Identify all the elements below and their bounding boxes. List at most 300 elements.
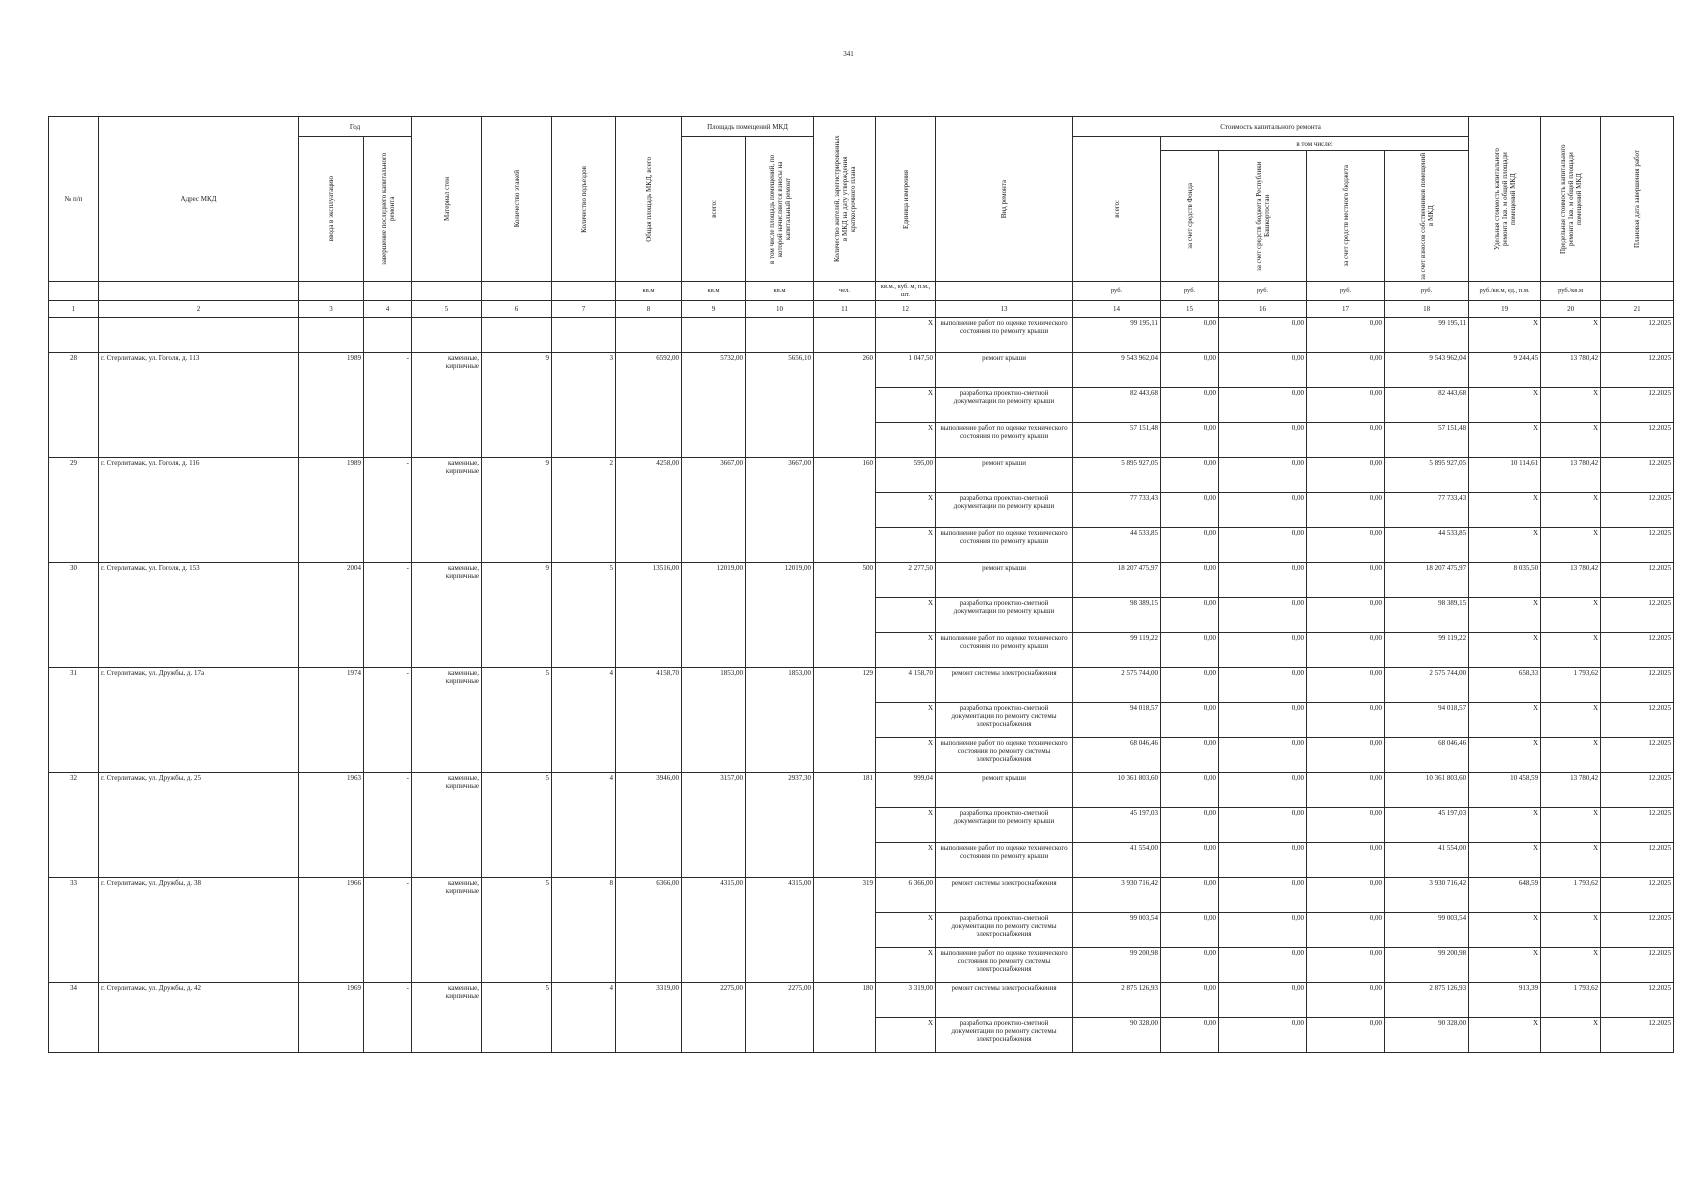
cell-local: 0,00 [1307, 388, 1385, 423]
cell-unit-cost: X [1469, 703, 1541, 738]
col-year-group: Год [299, 117, 412, 137]
cell-work: ремонт системы электроснабжения [936, 668, 1073, 703]
cell-total: 5 895 927,05 [1073, 458, 1161, 493]
cell-address: г. Стерлитамак, ул. Дружбы, д. 17а [99, 668, 299, 773]
cell-area: 13516,00 [616, 563, 682, 668]
cell-rb: 0,00 [1219, 318, 1307, 353]
cell-max-cost: X [1541, 913, 1601, 948]
cell-deadline: 12.2025 [1601, 773, 1674, 808]
cell-max-cost: X [1541, 738, 1601, 773]
cell-last-repair: - [364, 353, 412, 458]
cell-deadline: 12.2025 [1601, 948, 1674, 983]
unit-cell: чел. [814, 282, 876, 301]
cell-year: 1989 [299, 353, 364, 458]
col-index-cell: 13 [936, 301, 1073, 318]
cell-total: 2 875 126,93 [1073, 983, 1161, 1018]
cell-address: г. Стерлитамак, ул. Гоголя, д. 116 [99, 458, 299, 563]
col-index-cell: 1 [49, 301, 99, 318]
cell-work: выполнение работ по оценке технического состояния по ремонту системы электроснабжения [936, 948, 1073, 983]
table-row [49, 983, 1674, 1018]
table-row [49, 458, 1674, 493]
cell-num: 34 [49, 983, 99, 1053]
cell-max-cost: X [1541, 423, 1601, 458]
cell-work: выполнение работ по оценке технического состояния по ремонту крыши [936, 318, 1073, 353]
col-address: Адрес МКД [99, 117, 299, 282]
col-index-cell: 18 [1385, 301, 1469, 318]
col-total-area: Общая площадь МКД, всего [616, 117, 682, 282]
cell-fund: 0,00 [1161, 528, 1219, 563]
col-index-cell: 11 [814, 301, 876, 318]
cell-total: 3 930 716,42 [1073, 878, 1161, 913]
page-number: 341 [843, 50, 854, 58]
table-row [49, 668, 1674, 703]
cell-deadline: 12.2025 [1601, 843, 1674, 878]
cell-deadline: 12.2025 [1601, 493, 1674, 528]
cell-fund: 0,00 [1161, 913, 1219, 948]
cell-local: 0,00 [1307, 738, 1385, 773]
cell-deadline: 12.2025 [1601, 458, 1674, 493]
col-premises-fee: в том числе площадь помещений, по которой начисляются взносы на капитальный ремонт [746, 137, 814, 282]
cell-deadline: 12.2025 [1601, 983, 1674, 1018]
unit-cell [99, 282, 299, 301]
cell-total: 99 200,98 [1073, 948, 1161, 983]
cell-rb: 0,00 [1219, 458, 1307, 493]
cell-address: г. Стерлитамак, ул. Дружбы, д. 42 [99, 983, 299, 1053]
unit-cell: руб./кв.м [1541, 282, 1601, 301]
col-cost-fund: за счет средств Фонда [1161, 151, 1219, 282]
cell-area: 6366,00 [616, 878, 682, 983]
cell-prem-total: 5732,00 [682, 353, 746, 458]
cell-max-cost: X [1541, 598, 1601, 633]
cell-local: 0,00 [1307, 773, 1385, 808]
cell-entrances: 5 [552, 563, 616, 668]
cell-rb: 0,00 [1219, 423, 1307, 458]
col-index-cell: 19 [1469, 301, 1541, 318]
col-max-cost: Предельная стоимость капитального ремонта 1кв. м общей площади помещений МКД [1541, 117, 1601, 282]
cell-total: 57 151,48 [1073, 423, 1161, 458]
cell-max-cost: 13 780,42 [1541, 458, 1601, 493]
cell-material: каменные, кирпичные [412, 458, 482, 563]
cell-owners: 9 543 962,04 [1385, 353, 1469, 388]
cell-rb: 0,00 [1219, 598, 1307, 633]
cell-local: 0,00 [1307, 703, 1385, 738]
cell-work: ремонт системы электроснабжения [936, 878, 1073, 913]
cell-max-cost: X [1541, 808, 1601, 843]
unit-cell [552, 282, 616, 301]
col-unit-cost: Удельная стоимость капитального ремонта 1кв. м общей площади помещений МКД [1469, 117, 1541, 282]
unit-cell [299, 282, 364, 301]
cell-fund: 0,00 [1161, 633, 1219, 668]
col-cost-group: Стоимость капитального ремонта [1073, 117, 1469, 137]
cell-area: 6592,00 [616, 353, 682, 458]
cell-unit-cost: X [1469, 598, 1541, 633]
cell-measure: X [876, 808, 936, 843]
cell-num: 33 [49, 878, 99, 983]
cell-unit-cost: X [1469, 423, 1541, 458]
cell-measure: X [876, 633, 936, 668]
cell-local: 0,00 [1307, 598, 1385, 633]
cell-unit-cost: 658,33 [1469, 668, 1541, 703]
cell-rb: 0,00 [1219, 668, 1307, 703]
cell-unit-cost: X [1469, 843, 1541, 878]
cell-unit-cost: X [1469, 633, 1541, 668]
cell-unit-cost: 913,39 [1469, 983, 1541, 1018]
cell-residents: 129 [814, 668, 876, 773]
cell-total: 99 195,11 [1073, 318, 1161, 353]
cell-total: 10 361 803,60 [1073, 773, 1161, 808]
cell-max-cost: 1 793,62 [1541, 983, 1601, 1018]
units-row [49, 282, 1674, 301]
cell-total: 41 554,00 [1073, 843, 1161, 878]
cell-measure: 3 319,00 [876, 983, 936, 1018]
cell-measure: X [876, 423, 936, 458]
cell-deadline: 12.2025 [1601, 563, 1674, 598]
cell-local: 0,00 [1307, 913, 1385, 948]
cell-address: г. Стерлитамак, ул. Дружбы, д. 38 [99, 878, 299, 983]
cell-prem-fee: 2937,30 [746, 773, 814, 878]
cell-max-cost: 13 780,42 [1541, 353, 1601, 388]
cell-local: 0,00 [1307, 668, 1385, 703]
unit-cell [936, 282, 1073, 301]
cell-owners: 99 119,22 [1385, 633, 1469, 668]
cell-residents: 260 [814, 353, 876, 458]
cell-rb: 0,00 [1219, 878, 1307, 913]
cell-work: выполнение работ по оценке технического состояния по ремонту системы электроснабжения [936, 738, 1073, 773]
cell-max-cost: 13 780,42 [1541, 773, 1601, 808]
cell-deadline: 12.2025 [1601, 808, 1674, 843]
unit-cell [49, 282, 99, 301]
cell-num: 31 [49, 668, 99, 773]
cell-deadline: 12.2025 [1601, 913, 1674, 948]
cell-max-cost: X [1541, 843, 1601, 878]
cell-deadline: 12.2025 [1601, 878, 1674, 913]
unit-cell [412, 282, 482, 301]
cell-owners: 77 733,43 [1385, 493, 1469, 528]
col-cost-local: за счет средств местного бюджета [1307, 151, 1385, 282]
cell-prem-total: 3157,00 [682, 773, 746, 878]
col-index-cell: 15 [1161, 301, 1219, 318]
cell-unit-cost: X [1469, 493, 1541, 528]
cell-work: ремонт крыши [936, 353, 1073, 388]
cell-prem-fee: 4315,00 [746, 878, 814, 983]
cell-owners: 41 554,00 [1385, 843, 1469, 878]
unit-cell: руб./кв.м, ед., п.м. [1469, 282, 1541, 301]
col-material: Материал стен [412, 117, 482, 282]
cell-work: разработка проектно-сметной документации по ремонту крыши [936, 388, 1073, 423]
cell-rb: 0,00 [1219, 353, 1307, 388]
cell-work: ремонт крыши [936, 458, 1073, 493]
cell-last-repair: - [364, 668, 412, 773]
cell-local: 0,00 [1307, 808, 1385, 843]
cell-prem-fee: 3667,00 [746, 458, 814, 563]
cell-rb: 0,00 [1219, 633, 1307, 668]
cell-deadline: 12.2025 [1601, 668, 1674, 703]
cell-year: 1974 [299, 668, 364, 773]
cell-entrances: 8 [552, 878, 616, 983]
cell-fund: 0,00 [1161, 318, 1219, 353]
col-index-cell: 16 [1219, 301, 1307, 318]
cell-deadline: 12.2025 [1601, 1018, 1674, 1053]
unit-cell [482, 282, 552, 301]
cell-floors: 9 [482, 563, 552, 668]
cell-local: 0,00 [1307, 493, 1385, 528]
cell-owners: 5 895 927,05 [1385, 458, 1469, 493]
cell-floors: 9 [482, 353, 552, 458]
cell-last-repair: - [364, 458, 412, 563]
cell-fund: 0,00 [1161, 458, 1219, 493]
cell-total: 77 733,43 [1073, 493, 1161, 528]
cell-total: 18 207 475,97 [1073, 563, 1161, 598]
cell-owners: 68 046,46 [1385, 738, 1469, 773]
cell-floors: 5 [482, 773, 552, 878]
cell-measure: X [876, 843, 936, 878]
cell-rb: 0,00 [1219, 808, 1307, 843]
table-row [49, 773, 1674, 808]
cell-measure: X [876, 318, 936, 353]
cell-work: разработка проектно-сметной документации по ремонту крыши [936, 598, 1073, 633]
cell-rb: 0,00 [1219, 493, 1307, 528]
cell-unit-cost: X [1469, 528, 1541, 563]
cell-owners: 2 575 744,00 [1385, 668, 1469, 703]
col-index-cell: 12 [876, 301, 936, 318]
cell-year: 1989 [299, 458, 364, 563]
cell-work: ремонт крыши [936, 773, 1073, 808]
cell-fund: 0,00 [1161, 668, 1219, 703]
cell-address: г. Стерлитамак, ул. Дружбы, д. 25 [99, 773, 299, 878]
col-cost-incl: в том числе: [1161, 137, 1469, 151]
col-premises-group: Площадь помещений МКД [682, 117, 814, 137]
unit-cell: кв.м., куб. м, п.м., шт. [876, 282, 936, 301]
unit-cell [1601, 282, 1674, 301]
cell-measure: X [876, 703, 936, 738]
cell-owners: 45 197,03 [1385, 808, 1469, 843]
cell-fund: 0,00 [1161, 1018, 1219, 1053]
cell-rb: 0,00 [1219, 388, 1307, 423]
cell-area: 3319,00 [616, 983, 682, 1053]
col-year-last-repair: завершение последнего капитального ремонта [364, 137, 412, 282]
cell-measure: X [876, 1018, 936, 1053]
cell-prem-total: 1853,00 [682, 668, 746, 773]
cell-owners: 18 207 475,97 [1385, 563, 1469, 598]
cell-fund: 0,00 [1161, 948, 1219, 983]
cell-prem-total: 3667,00 [682, 458, 746, 563]
cell-unit-cost: X [1469, 318, 1541, 353]
cell-rb: 0,00 [1219, 773, 1307, 808]
cell-year: 2004 [299, 563, 364, 668]
cell-unit-cost: X [1469, 738, 1541, 773]
cell-owners: 99 003,54 [1385, 913, 1469, 948]
cell-num: 30 [49, 563, 99, 668]
unit-cell: руб. [1385, 282, 1469, 301]
col-index-cell: 8 [616, 301, 682, 318]
cell-work: разработка проектно-сметной документации по ремонту системы электроснабжения [936, 913, 1073, 948]
cell-address: г. Стерлитамак, ул. Гоголя, д. 153 [99, 563, 299, 668]
cell-local: 0,00 [1307, 843, 1385, 878]
cell-rb: 0,00 [1219, 913, 1307, 948]
cell-max-cost: X [1541, 493, 1601, 528]
cell-material: каменные, кирпичные [412, 773, 482, 878]
cell-fund: 0,00 [1161, 773, 1219, 808]
cell-residents: 181 [814, 773, 876, 878]
cell-fund: 0,00 [1161, 808, 1219, 843]
col-year-commission: ввода в эксплуатацию [299, 137, 364, 282]
cell-total: 98 389,15 [1073, 598, 1161, 633]
cell-total: 82 443,68 [1073, 388, 1161, 423]
cell-max-cost: X [1541, 703, 1601, 738]
col-floors: Количество этажей [482, 117, 552, 282]
cell-floors: 9 [482, 458, 552, 563]
cell-owners: 82 443,68 [1385, 388, 1469, 423]
cell-unit-cost: 9 244,45 [1469, 353, 1541, 388]
col-index-cell: 9 [682, 301, 746, 318]
cell-material: каменные, кирпичные [412, 563, 482, 668]
cell-owners: 44 533,85 [1385, 528, 1469, 563]
col-index-cell: 21 [1601, 301, 1674, 318]
cell-local: 0,00 [1307, 353, 1385, 388]
cell-rb: 0,00 [1219, 948, 1307, 983]
cell-local: 0,00 [1307, 633, 1385, 668]
cell-area: 4258,00 [616, 458, 682, 563]
table-row [49, 353, 1674, 388]
cell-unit-cost: X [1469, 388, 1541, 423]
cell-measure: 4 158,70 [876, 668, 936, 703]
cell-fund: 0,00 [1161, 598, 1219, 633]
cell-owners: 99 195,11 [1385, 318, 1469, 353]
cell-prem-fee: 12019,00 [746, 563, 814, 668]
col-work-type: Вид ремонта [936, 117, 1073, 282]
cell-fund: 0,00 [1161, 353, 1219, 388]
cell-owners: 2 875 126,93 [1385, 983, 1469, 1018]
cell-residents: 500 [814, 563, 876, 668]
cell-unit-cost: X [1469, 1018, 1541, 1053]
unit-cell: руб. [1161, 282, 1219, 301]
cell-floors: 5 [482, 668, 552, 773]
col-index-cell: 20 [1541, 301, 1601, 318]
cell-local: 0,00 [1307, 948, 1385, 983]
cell-year: 1963 [299, 773, 364, 878]
cell-fund: 0,00 [1161, 738, 1219, 773]
cell-owners: 94 018,57 [1385, 703, 1469, 738]
unit-cell: руб. [1219, 282, 1307, 301]
cell-work: разработка проектно-сметной документации по ремонту системы электроснабжения [936, 1018, 1073, 1053]
cell-work: ремонт крыши [936, 563, 1073, 598]
col-index-cell: 17 [1307, 301, 1385, 318]
cell-measure: 1 047,50 [876, 353, 936, 388]
cell-local: 0,00 [1307, 458, 1385, 493]
table-row-lead [49, 318, 1674, 353]
cell-total: 99 119,22 [1073, 633, 1161, 668]
cell-total: 9 543 962,04 [1073, 353, 1161, 388]
cell-measure: 6 366,00 [876, 878, 936, 913]
cell-measure: X [876, 738, 936, 773]
cell-max-cost: X [1541, 528, 1601, 563]
cell-measure: X [876, 913, 936, 948]
cell-entrances: 3 [552, 353, 616, 458]
cell-deadline: 12.2025 [1601, 528, 1674, 563]
cell-work: разработка проектно-сметной документации по ремонту крыши [936, 808, 1073, 843]
col-cost-owners: за счет взносов собственников помещений в МКД [1385, 151, 1469, 282]
cell-unit-cost: 10 114,61 [1469, 458, 1541, 493]
cell-deadline: 12.2025 [1601, 423, 1674, 458]
cell-unit-cost: X [1469, 913, 1541, 948]
col-unit: Единица измерения [876, 117, 936, 282]
cell-local: 0,00 [1307, 423, 1385, 458]
col-index-cell: 4 [364, 301, 412, 318]
cell-unit-cost: X [1469, 808, 1541, 843]
cell-measure: 999,04 [876, 773, 936, 808]
cell-rb: 0,00 [1219, 983, 1307, 1018]
table-body [49, 318, 1674, 1053]
cell-prem-total: 2275,00 [682, 983, 746, 1053]
cell-owners: 99 200,98 [1385, 948, 1469, 983]
cell-last-repair: - [364, 563, 412, 668]
cell-max-cost: 1 793,62 [1541, 668, 1601, 703]
cell-max-cost: 1 793,62 [1541, 878, 1601, 913]
cell-material: каменные, кирпичные [412, 668, 482, 773]
cell-max-cost: X [1541, 1018, 1601, 1053]
col-num: № п/п [49, 117, 99, 282]
cell-local: 0,00 [1307, 1018, 1385, 1053]
cell-residents: 160 [814, 458, 876, 563]
cell-fund: 0,00 [1161, 493, 1219, 528]
table-row [49, 878, 1674, 913]
cell-entrances: 4 [552, 773, 616, 878]
cell-year: 1969 [299, 983, 364, 1053]
cell-work: разработка проектно-сметной документации по ремонту крыши [936, 493, 1073, 528]
cell-max-cost: X [1541, 388, 1601, 423]
cell-owners: 57 151,48 [1385, 423, 1469, 458]
cell-fund: 0,00 [1161, 703, 1219, 738]
cell-total: 99 003,54 [1073, 913, 1161, 948]
cell-max-cost: X [1541, 318, 1601, 353]
cell-prem-total: 12019,00 [682, 563, 746, 668]
col-cost-rb: за счет средств бюджета Республики Башкортостан [1219, 151, 1307, 282]
cell-total: 2 575 744,00 [1073, 668, 1161, 703]
cell-measure: 2 277,50 [876, 563, 936, 598]
cell-work: выполнение работ по оценке технического состояния по ремонту крыши [936, 528, 1073, 563]
cell-measure: X [876, 493, 936, 528]
cell-rb: 0,00 [1219, 1018, 1307, 1053]
cell-deadline: 12.2025 [1601, 318, 1674, 353]
unit-cell: кв.м [682, 282, 746, 301]
cell-total: 68 046,46 [1073, 738, 1161, 773]
cell-residents: 319 [814, 878, 876, 983]
unit-cell: руб. [1073, 282, 1161, 301]
cell-total: 90 328,00 [1073, 1018, 1161, 1053]
cell-fund: 0,00 [1161, 423, 1219, 458]
cell-fund: 0,00 [1161, 878, 1219, 913]
cell-prem-fee: 1853,00 [746, 668, 814, 773]
col-index-cell: 2 [99, 301, 299, 318]
cell-local: 0,00 [1307, 983, 1385, 1018]
cell-fund: 0,00 [1161, 983, 1219, 1018]
cell-work: ремонт системы электроснабжения [936, 983, 1073, 1018]
cell-total: 94 018,57 [1073, 703, 1161, 738]
cell-unit-cost: 10 458,59 [1469, 773, 1541, 808]
cell-total: 44 533,85 [1073, 528, 1161, 563]
col-index-cell: 6 [482, 301, 552, 318]
cell-measure: 595,00 [876, 458, 936, 493]
cell-num: 28 [49, 353, 99, 458]
cell-last-repair: - [364, 773, 412, 878]
cell-entrances: 4 [552, 983, 616, 1053]
cell-deadline: 12.2025 [1601, 353, 1674, 388]
cell-prem-fee: 2275,00 [746, 983, 814, 1053]
cell-measure: X [876, 388, 936, 423]
cell-owners: 90 328,00 [1385, 1018, 1469, 1053]
cell-material: каменные, кирпичные [412, 878, 482, 983]
cell-unit-cost: 8 035,50 [1469, 563, 1541, 598]
